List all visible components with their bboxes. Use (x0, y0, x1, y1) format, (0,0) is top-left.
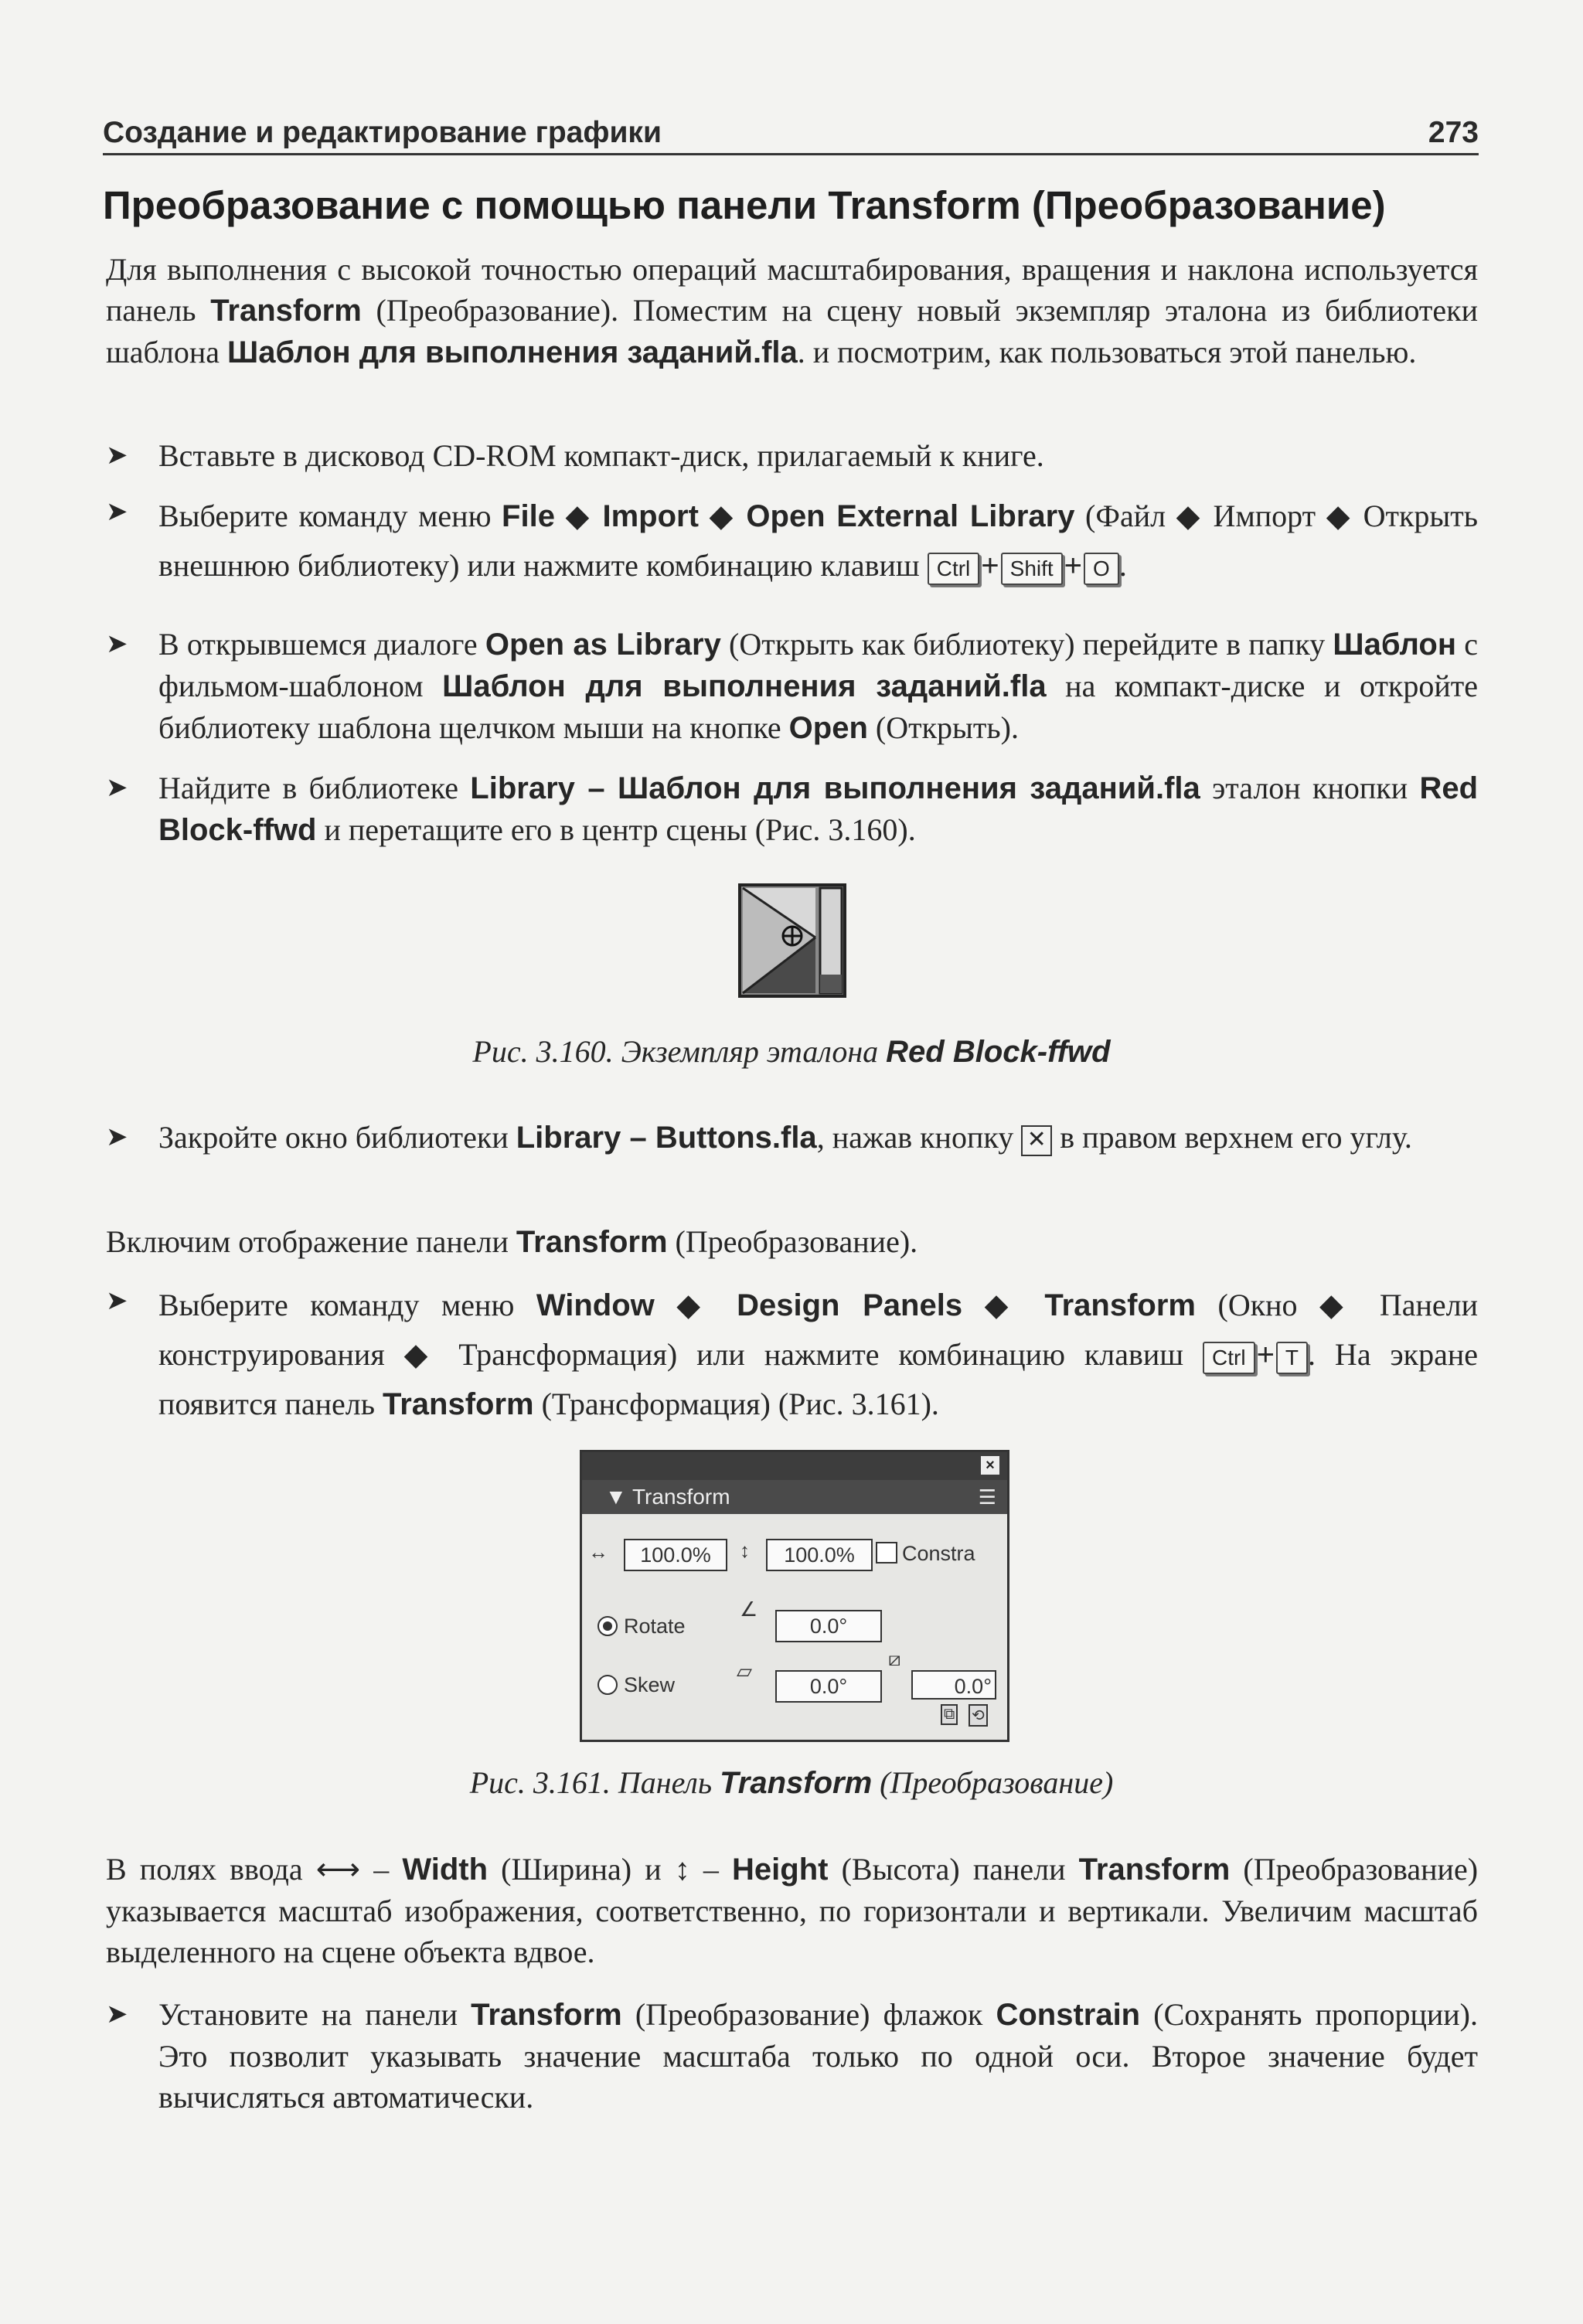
paragraph-width-height (106, 1849, 1478, 1972)
radio-dot[interactable] (597, 1675, 618, 1695)
text: эталон кнопки (1200, 771, 1420, 805)
key-ctrl: Ctrl (1203, 1342, 1255, 1374)
text: , нажав кнопку (816, 1120, 1022, 1155)
skew-vertical-input[interactable]: 0.0° (911, 1670, 996, 1700)
width-arrows-icon: ↔ (588, 1540, 608, 1564)
step-text (158, 1994, 1478, 2118)
text: Найдите в библиотеке (158, 771, 471, 805)
skew-label: Skew (624, 1673, 676, 1696)
term: Constrain (996, 1998, 1141, 2032)
text: – (360, 1852, 403, 1887)
text: Закройте окно библиотеки (158, 1120, 516, 1155)
text: на компакт-диске и откройте библиотеку шаблона щелчком мыши на кнопке (158, 669, 1479, 745)
term: Red Block-ffwd (158, 771, 1479, 847)
text: и перетащите его в центр сцены (Рис. 3.160). (316, 812, 916, 847)
text: с фильмом-шаблоном (158, 627, 1478, 703)
text: . и посмотрим, как пользоваться этой панелью. (797, 335, 1417, 369)
reset-transform-icon[interactable]: ⟲ (969, 1704, 988, 1727)
section-title: Создание и редактирование графики (103, 116, 662, 149)
term: Library – Buttons.fla (516, 1121, 817, 1155)
radio-dot[interactable] (597, 1616, 618, 1636)
text: в правом верхнем его углу. (1052, 1120, 1412, 1155)
text: (Открыть как библиотеку) перейдите в папку (720, 627, 1333, 662)
step-show-transform-panel (106, 1281, 1478, 1429)
text: (Трансформация) (Рис. 3.161). (533, 1387, 939, 1421)
step-text (158, 1281, 1478, 1429)
step-text (158, 1117, 1478, 1159)
step-text (158, 624, 1478, 749)
separator: ◆ (554, 498, 603, 533)
text: (Преобразование) указывается масштаб изображения, соответственно, по горизонтали и вертикали. Увеличим масштаб выделенного на сцене объекта вдвое. (106, 1852, 1479, 1969)
checkbox-box[interactable] (876, 1542, 897, 1564)
step-set-constrain (106, 1994, 1478, 2118)
rotate-input[interactable]: 0.0° (775, 1610, 882, 1642)
page-number: 273 (1428, 116, 1479, 149)
key-ctrl: Ctrl (928, 553, 980, 585)
bullet-arrow-icon: ➤ (106, 496, 128, 527)
text: (Открыть). (867, 710, 1019, 745)
term: Transform (516, 1225, 668, 1259)
bullet-arrow-icon: ➤ (106, 772, 128, 803)
paragraph-enable-panel (106, 1221, 1478, 1263)
term: Transform (382, 1387, 534, 1421)
text: (Высота) панели (828, 1852, 1079, 1887)
step-open-as-library (106, 624, 1478, 749)
panel-top-bar (582, 1452, 1007, 1480)
red-block-ffwd-button-image (738, 883, 846, 998)
bullet-arrow-icon: ➤ (106, 1121, 128, 1152)
bullet-arrow-icon: ➤ (106, 628, 128, 659)
plus: + (981, 549, 999, 583)
text: Установите на панели (158, 1997, 471, 2032)
skew-vertical-icon: ⧄ (888, 1647, 901, 1670)
width-input[interactable]: 100.0% (624, 1539, 727, 1571)
rotate-angle-icon: ∠ (740, 1598, 758, 1621)
term: Height (732, 1853, 829, 1887)
step-text: Вставьте в дисковод CD-ROM компакт-диск, прилагаемый к книге. (158, 438, 1044, 473)
text: Рис. 3.161. Панель (469, 1765, 720, 1800)
skew-horizontal-icon: ▱ (737, 1659, 752, 1683)
step-text (158, 492, 1478, 590)
separator: ◆ (654, 1288, 737, 1322)
text: (Преобразование) (872, 1765, 1114, 1800)
intro-paragraph (106, 249, 1478, 373)
section-heading: Преобразование с помощью панели Transform (Преобразование) (103, 183, 1386, 227)
menu-item: Design Panels (737, 1288, 963, 1322)
separator: ◆ (698, 498, 747, 533)
skew-horizontal-input[interactable]: 0.0° (775, 1670, 882, 1703)
key-t: T (1276, 1342, 1308, 1374)
bullet-arrow-icon: ➤ (106, 440, 128, 471)
term: Шаблон для выполнения заданий.fla (442, 669, 1047, 703)
menu-item: File (502, 499, 555, 533)
text: Выберите команду меню (158, 498, 502, 533)
text: Включим отображение панели (106, 1224, 516, 1259)
height-input[interactable]: 100.0% (766, 1539, 873, 1571)
term: Open as Library (485, 628, 721, 662)
term: Width (402, 1853, 489, 1887)
close-icon: ✕ (1021, 1125, 1052, 1156)
rotate-radio[interactable] (597, 1615, 686, 1638)
menu-item: Import (602, 499, 699, 533)
rotate-label: Rotate (624, 1615, 686, 1638)
text: (Преобразование). (667, 1224, 918, 1259)
menu-item: Window (536, 1288, 655, 1322)
term: Transform (471, 1998, 622, 2032)
text: (Ширина) и (488, 1852, 675, 1887)
key-o: O (1084, 553, 1119, 585)
copy-and-apply-transform-icon[interactable]: ⧉ (941, 1704, 958, 1725)
step-text (158, 767, 1478, 851)
text: (Файл ◆ Импорт ◆ Открыть внешнюю библиотеку) или нажмите комбинацию клавиш (158, 498, 1478, 583)
text: (Окно ◆ Панели конструирования ◆ Трансформация) или нажмите комбинацию клавиш (158, 1288, 1479, 1372)
plus: + (1256, 1338, 1275, 1372)
constrain-label: Constra (902, 1542, 975, 1565)
plus: + (1064, 549, 1083, 583)
term: Шаблон (1333, 628, 1457, 662)
text: В полях ввода (106, 1852, 316, 1887)
term: Transform (720, 1766, 873, 1800)
constrain-checkbox[interactable] (876, 1542, 975, 1566)
figure-caption-3-160 (0, 1033, 1583, 1070)
step-close-library (106, 1117, 1478, 1159)
text: (Сохранять пропорции). Это позволит указывать значение масштаба только по одной оси. Второе значение будет вычисляться автоматически. (158, 1997, 1478, 2115)
text: Выберите команду меню (158, 1288, 536, 1322)
separator: ◆ (962, 1288, 1045, 1322)
panel-close-button[interactable]: × (981, 1456, 999, 1475)
key-shift: Shift (1001, 553, 1063, 585)
step-insert-cd (106, 435, 1478, 476)
text: . На экране появится панель (158, 1337, 1478, 1421)
skew-radio[interactable] (597, 1673, 675, 1697)
width-arrows-icon: ⟷ (315, 1853, 361, 1887)
text: – (689, 1852, 733, 1887)
running-header (103, 116, 1479, 155)
text: В открывшемся диалоге (158, 627, 485, 662)
step-find-symbol (106, 767, 1478, 851)
height-arrows-icon: ↕ (740, 1539, 750, 1562)
text: (Преобразование). Поместим на сцену новый экземпляр эталона из библиотеки шаблона (106, 293, 1478, 369)
term: Transform (1078, 1853, 1231, 1887)
term: Red Block-ffwd (886, 1035, 1111, 1069)
figure-caption-3-161 (0, 1764, 1583, 1801)
text: Для выполнения с высокой точностью операций масштабирования, вращения и наклона используется панель (106, 252, 1478, 328)
panel-title: ▼ Transform (605, 1485, 730, 1509)
term: Transform (210, 294, 362, 328)
menu-item: Transform (1044, 1288, 1196, 1322)
step-open-library (106, 492, 1478, 590)
bullet-arrow-icon: ➤ (106, 1999, 128, 2030)
panel-options-menu-icon[interactable]: ☰ (978, 1485, 996, 1509)
height-arrows-icon: ↕ (674, 1853, 690, 1887)
panel-title-bar[interactable] (582, 1480, 1007, 1514)
transform-panel (580, 1450, 1009, 1742)
term: Library – Шаблон для выполнения заданий.fla (470, 771, 1200, 805)
term: Open (788, 711, 868, 745)
bullet-arrow-icon: ➤ (106, 1285, 128, 1316)
menu-item: Open External Library (746, 499, 1075, 533)
text: . (1118, 548, 1127, 583)
term: Шаблон для выполнения заданий.fla (227, 335, 798, 369)
text: (Преобразование) флажок (621, 1997, 996, 2032)
text: Рис. 3.160. Экземпляр эталона (472, 1034, 887, 1069)
